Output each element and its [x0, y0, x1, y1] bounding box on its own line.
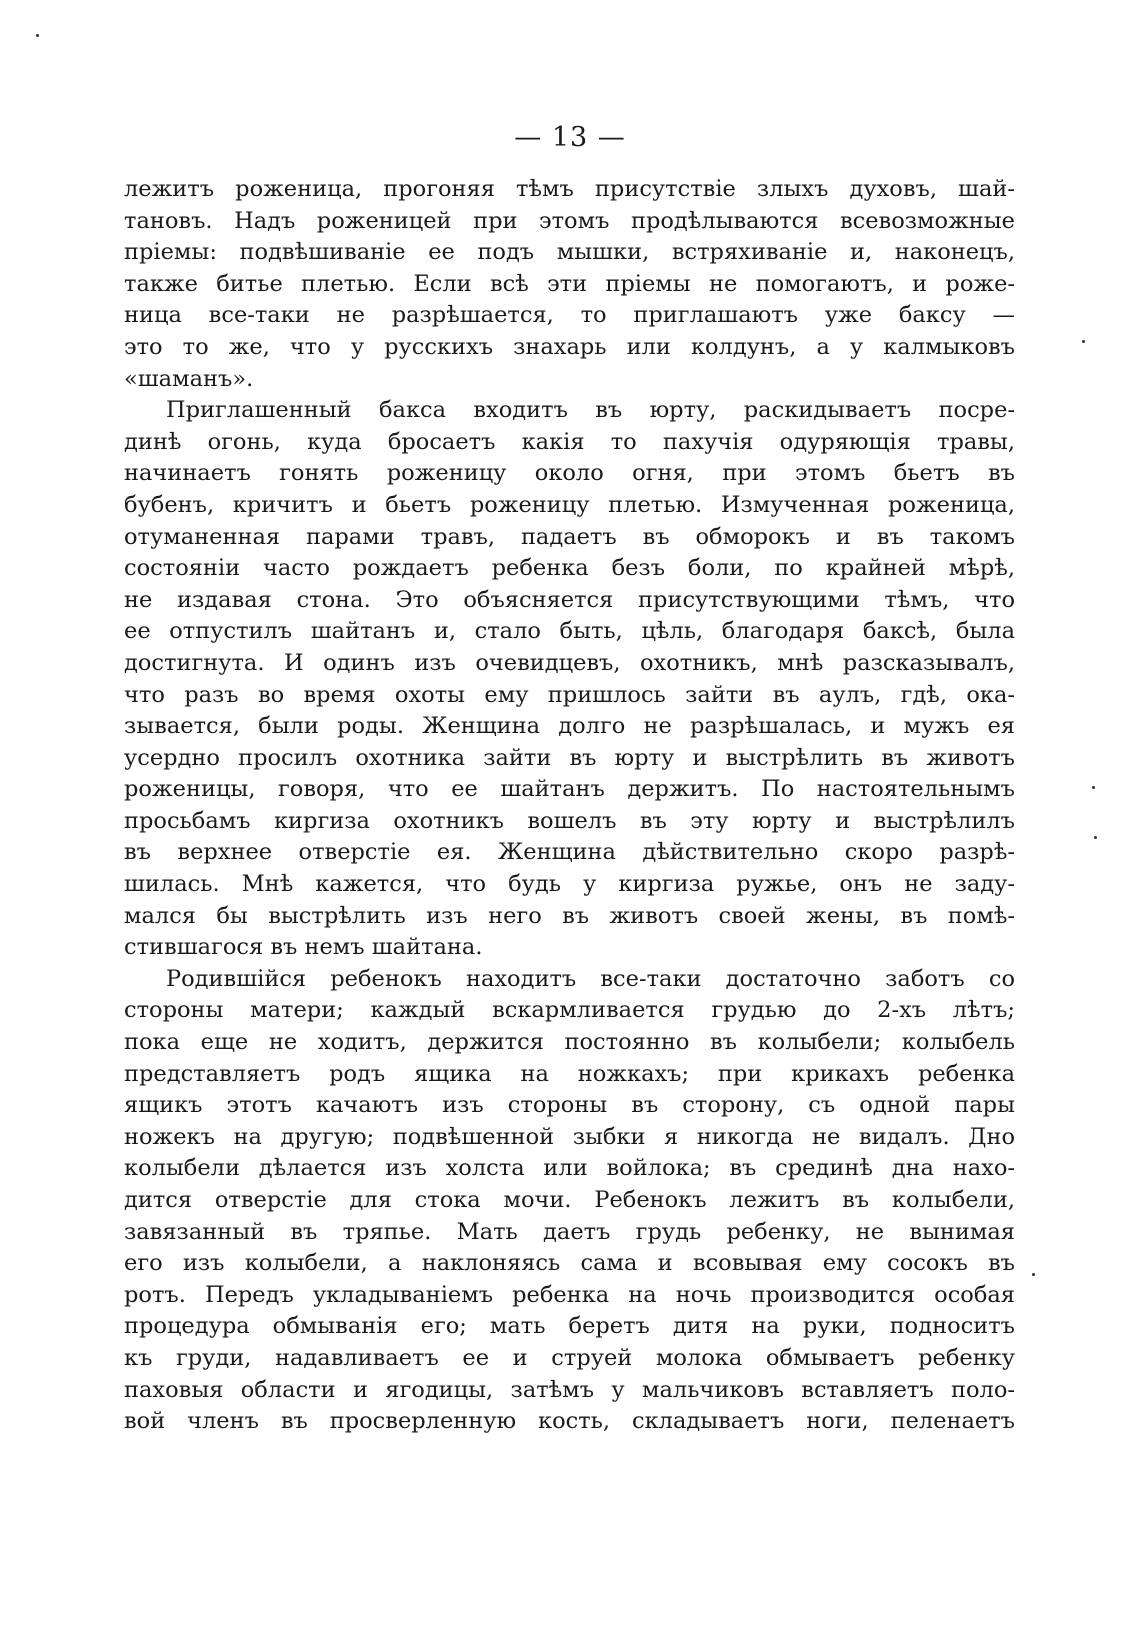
scan-speck	[36, 34, 39, 37]
text-line: динѣ огонь, куда бросаетъ какія то пахучія одуряющія травы,	[124, 428, 1015, 455]
text-line: пріемы: подвѣшиваніе ее подъ мышки, встряхиваніе и, наконецъ,	[124, 239, 1015, 266]
paragraph-1	[124, 174, 1015, 395]
text-line: ротъ. Передъ укладываніемъ ребенка на ночь производится особая	[124, 1281, 1015, 1308]
body-text	[124, 174, 1015, 1438]
text-line: это то же, что у русскихъ знахарь или колдунъ, а у калмыковъ	[124, 333, 1015, 360]
page-number: — 13 —	[514, 122, 626, 153]
text-line: ящикъ этотъ качаютъ изъ стороны въ сторону, съ одной пары	[124, 1092, 1015, 1119]
text-line: стившагося въ немъ шайтана.	[124, 934, 483, 961]
scan-speck	[1082, 340, 1085, 343]
text-line: ница все-таки не разрѣшается, то приглашаютъ уже баксу —	[124, 302, 1015, 329]
text-line: ее отпустилъ шайтанъ и, стало быть, цѣль, благодаря баксѣ, была	[124, 618, 1015, 645]
text-line: не издавая стона. Это объясняется присутствующими тѣмъ, что	[124, 586, 1015, 613]
text-line: ножекъ на другую; подвѣшенной зыбки я никогда не видалъ. Дно	[124, 1123, 1015, 1150]
text-line: лежитъ роженица, прогоняя тѣмъ присутствіе злыхъ духовъ, шай-	[124, 176, 1015, 202]
text-line: дится отверстіе для стока мочи. Ребенокъ лежитъ въ колыбели,	[124, 1187, 1015, 1213]
text-line: отуманенная парами травъ, падаетъ въ обморокъ и въ такомъ	[124, 523, 1015, 550]
text-line: стороны матери; каждый вскармливается грудью до 2-хъ лѣтъ;	[124, 997, 1015, 1024]
text-line: усердно просилъ охотника зайти въ юрту и выстрѣлить въ животъ	[124, 744, 1015, 771]
text-line: Родившійся ребенокъ находитъ все-таки достаточно заботъ со	[166, 965, 1015, 992]
paragraph-3	[124, 964, 1015, 1438]
text-line: Приглашенный бакса входитъ въ юрту, раскидываетъ посре-	[166, 397, 1015, 424]
text-line: представляетъ родъ ящика на ножкахъ; при крикахъ ребенка	[124, 1060, 1015, 1087]
text-line: бубенъ, кричитъ и бьетъ роженицу плетью. Измученная роженица,	[124, 491, 1015, 518]
text-line: тановъ. Надъ роженицей при этомъ продѣлываются всевозможные	[124, 207, 1015, 234]
text-line: состояніи часто рождаетъ ребенка безъ боли, по крайней мѣрѣ,	[124, 555, 1015, 582]
text-line: паховыя области и ягодицы, затѣмъ у мальчиковъ вставляетъ поло-	[124, 1376, 1015, 1403]
text-line: колыбели дѣлается изъ холста или войлока; въ срединѣ дна нахо-	[124, 1155, 1015, 1182]
text-line: завязанный въ тряпье. Мать даетъ грудь ребенку, не вынимая	[124, 1218, 1015, 1245]
text-line: шилась. Мнѣ кажется, что будь у киргиза ружье, онъ не заду-	[124, 871, 1015, 898]
text-line: его изъ колыбели, а наклоняясь сама и всовывая ему сосокъ въ	[124, 1250, 1015, 1277]
text-line: мался бы выстрѣлить изъ него въ животъ своей жены, въ помѣ-	[124, 902, 1015, 929]
scan-speck	[1094, 836, 1097, 839]
scan-speck	[1032, 1273, 1035, 1276]
text-line: въ верхнее отверстіе ея. Женщина дѣйствительно скоро разрѣ-	[124, 839, 1015, 866]
paragraph-2	[124, 395, 1015, 964]
text-line: роженицы, говоря, что ее шайтанъ держитъ. По настоятельнымъ	[124, 776, 1015, 803]
text-line: также битье плетью. Если всѣ эти пріемы не помогаютъ, и роже-	[124, 270, 1015, 297]
text-line: зывается, были роды. Женщина долго не разрѣшалась, и мужъ ея	[124, 713, 1015, 740]
scan-speck	[1092, 786, 1095, 789]
text-line: начинаетъ гонять роженицу около огня, при этомъ бьетъ въ	[124, 460, 1015, 487]
text-line: «шаманъ».	[124, 365, 254, 392]
text-line: достигнута. И одинъ изъ очевидцевъ, охотникъ, мнѣ разсказывалъ,	[124, 649, 1015, 676]
text-line: что разъ во время охоты ему пришлось зайти въ аулъ, гдѣ, ока-	[124, 681, 1015, 708]
text-line: къ груди, надавливаетъ ее и струей молока обмываетъ ребенку	[124, 1344, 1015, 1371]
text-line: пока еще не ходитъ, держится постоянно въ колыбели; колыбель	[124, 1029, 1015, 1056]
text-line: просьбамъ киргиза охотникъ вошелъ въ эту юрту и выстрѣлилъ	[124, 807, 1015, 834]
text-line: процедура обмыванія его; мать беретъ дитя на руки, подноситъ	[124, 1313, 1015, 1340]
text-line: вой членъ въ просверленную кость, складываетъ ноги, пеленаетъ	[124, 1408, 1015, 1435]
